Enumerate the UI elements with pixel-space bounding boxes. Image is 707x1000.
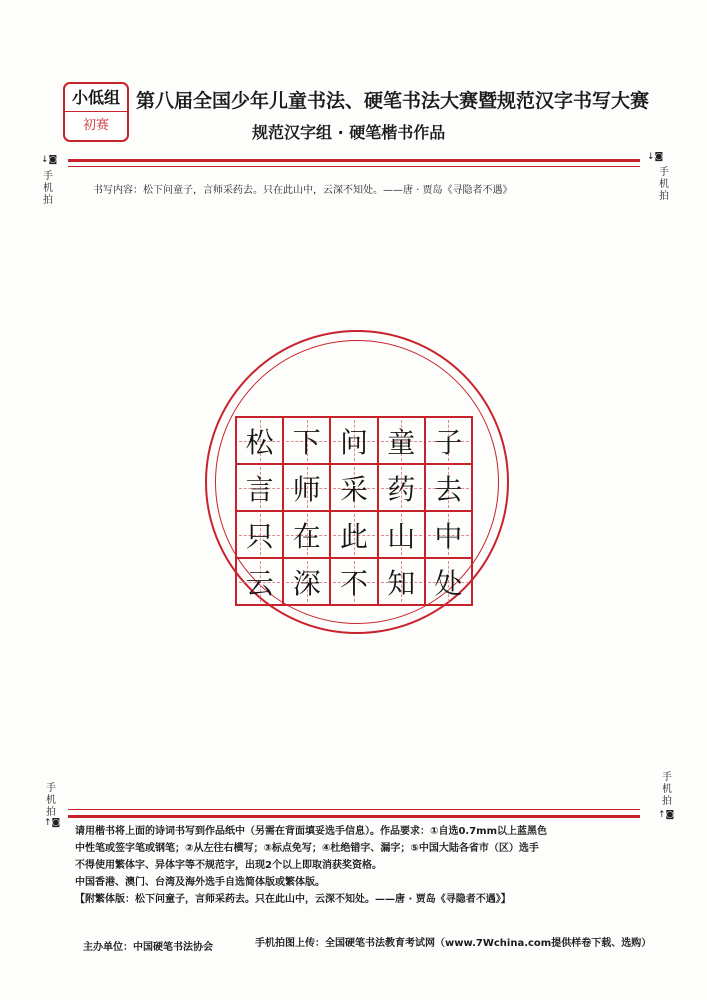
grid-char: 问 [339, 425, 368, 459]
photo-label-left-top: 手机拍 [43, 171, 53, 206]
grid-cell [425, 511, 472, 558]
grid-cell [378, 558, 425, 605]
photo-label-right-bottom: 手机拍 [662, 772, 672, 807]
grid-cell [236, 417, 283, 464]
grid-cell [283, 417, 330, 464]
grid-cell [378, 464, 425, 511]
grid-char: 言 [245, 472, 274, 506]
bottom-rule-thick [68, 815, 640, 818]
grid-cell [378, 511, 425, 558]
requirement-line: 中性笔或签字笔或钢笔；②从左往右横写；③标点免写；④杜绝错字、漏字；⑤中国大陆各省市（区）选手 [75, 843, 539, 854]
grid-char: 深 [292, 566, 321, 600]
grid-char: 只 [245, 519, 274, 553]
grid-cell [283, 511, 330, 558]
competition-title: 第八届全国少年儿童书法、硬笔书法大赛暨规范汉字书写大赛 [136, 90, 650, 112]
organizer: 主办单位：中国硬笔书法协会 [83, 942, 213, 953]
top-rule-thin [68, 166, 640, 167]
grid-char: 下 [292, 425, 321, 459]
grid-char: 中 [434, 519, 463, 553]
grid-char: 松 [245, 425, 274, 459]
grid-char: 知 [387, 566, 416, 600]
grid-cell [425, 464, 472, 511]
grid-cell [330, 511, 377, 558]
grid-char: 师 [292, 472, 321, 506]
grid-char: 采 [339, 472, 368, 506]
photo-label-left-bottom: 手机拍 [46, 783, 56, 818]
requirement-line: 【附繁体版：松下问童子，言师采药去。只在此山中，云深不知处。——唐 · 贾岛《寻隐者不遇》】 [75, 894, 511, 905]
requirement-line: 中国香港、澳门、台湾及海外选手自选简体版或繁体版。 [75, 877, 325, 888]
camera-icon: ↓◙ [41, 155, 58, 165]
writing-content: 书写内容：松下问童子，言师采药去。只在此山中，云深不知处。——唐 · 贾岛《寻隐者不遇》 [93, 185, 513, 196]
category-subtitle: 规范汉字组 · 硬笔楷书作品 [252, 123, 446, 142]
grid-char: 山 [387, 519, 416, 553]
top-rule-thick [68, 159, 640, 162]
badge-group-label: 小低组 [65, 84, 127, 112]
grid-char: 此 [339, 519, 368, 553]
bottom-rule-thin [68, 809, 640, 810]
requirements-block [75, 823, 665, 908]
grid-cell [283, 464, 330, 511]
requirement-line: 请用楷书将上面的诗词书写到作品纸中（另需在背面填妥选手信息）。作品要求：①自选0.7mm以上蓝黑色 [75, 826, 548, 837]
requirement-line: 不得使用繁体字、异体字等不规范字，出现2个以上即取消获奖资格。 [75, 860, 382, 871]
grid-char: 药 [387, 472, 416, 506]
grid-cell [330, 558, 377, 605]
camera-icon: ↓◙ [647, 152, 664, 162]
grid-cell [236, 558, 283, 605]
grid-cell [330, 417, 377, 464]
grid-cell [330, 464, 377, 511]
grid-cell [425, 417, 472, 464]
grid-cell [378, 417, 425, 464]
grid-cell [236, 511, 283, 558]
grid-char: 不 [339, 566, 368, 600]
upload-info: 手机拍图上传：全国硬笔书法教育考试网（www.7Wchina.com提供样卷下载、选购） [255, 938, 652, 949]
grid-cell [236, 464, 283, 511]
grid-cell [283, 558, 330, 605]
grid-char: 童 [387, 425, 416, 459]
grid-char: 云 [245, 566, 274, 600]
grid-char: 在 [292, 519, 321, 553]
badge-round-label: 初赛 [82, 118, 109, 133]
grid-char: 去 [434, 472, 463, 506]
photo-label-right-top: 手机拍 [659, 167, 669, 202]
grid-char: 子 [434, 425, 463, 459]
grid-char: 处 [434, 566, 463, 600]
camera-icon: ↑◙ [44, 818, 61, 828]
camera-icon: ↑◙ [658, 810, 675, 820]
grid-cell [425, 558, 472, 605]
group-badge [63, 82, 129, 142]
calligraphy-grid [235, 416, 473, 606]
